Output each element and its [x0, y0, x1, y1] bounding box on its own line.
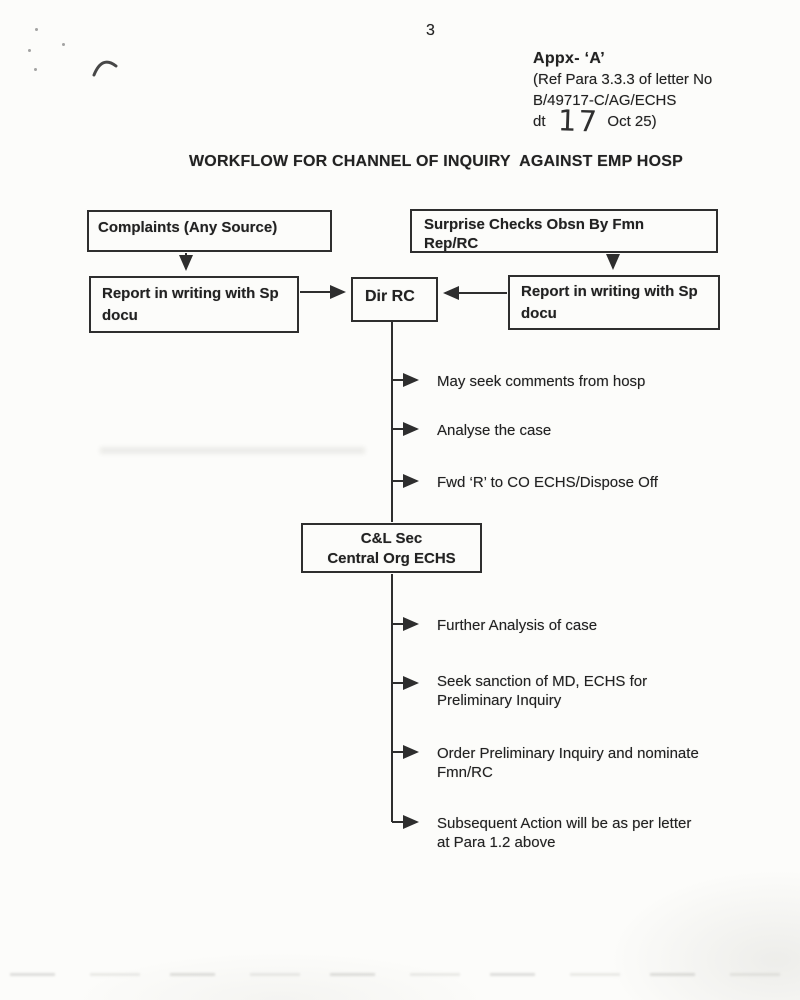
branch-text-line: Further Analysis of case [437, 617, 598, 634]
branch-text-line: Preliminary Inquiry [437, 692, 562, 709]
scan-speck [34, 68, 37, 71]
date-prefix: dt [533, 113, 546, 130]
flow-box-dir-rc [351, 277, 438, 322]
branch-text-line: Analyse the case [437, 422, 552, 439]
branch-label-subsequent-action [437, 814, 691, 852]
box-text-line: Central Org ECHS [327, 550, 456, 567]
box-text-line: C&L Sec [360, 530, 423, 547]
branch-text-line: Fwd ‘R’ to CO ECHS/Dispose Off [437, 474, 658, 491]
scan-speck [62, 43, 65, 46]
scan-speck [28, 49, 31, 52]
branch-label-further-analysis [437, 616, 597, 635]
appendix-ref-line-2: B/49717-C/AG/ECHS [533, 92, 677, 109]
branch-label-seek-sanction [437, 672, 647, 710]
branch-text-line: Order Preliminary Inquiry and nominate [437, 745, 699, 762]
box-text-line: Report in writing with Sp [521, 283, 698, 300]
box-text-line: Report in writing with Sp [102, 285, 279, 302]
branch-label-may-seek-comments [437, 372, 645, 391]
document-title: WORKFLOW FOR CHANNEL OF INQUIRY AGAINST EMP HOSP [189, 153, 683, 170]
box-text-line: docu [521, 305, 557, 322]
scan-smudge [10, 973, 790, 976]
appendix-ref-line-1: (Ref Para 3.3.3 of letter No [533, 71, 713, 88]
appendix-header [533, 48, 713, 139]
handwritten-date: 17 [556, 103, 600, 139]
flow-box-report-left [89, 276, 299, 333]
page-number: 3 [426, 22, 435, 39]
date-suffix: Oct 25) [607, 113, 657, 130]
flow-box-complaints [87, 210, 332, 252]
box-text-line: Dir RC [365, 288, 415, 305]
appendix-date-row [533, 103, 712, 139]
flow-box-cl-sec [301, 523, 482, 573]
branch-label-fwd-r [437, 473, 658, 492]
box-text-line: Surprise Checks Obsn By Fmn [424, 216, 645, 233]
branch-text-line: Subsequent Action will be as per letter [437, 815, 692, 832]
appendix-title: Appx- ‘A’ [533, 50, 606, 67]
branch-text-line: May seek comments from hosp [437, 373, 646, 390]
flow-box-report-right [508, 275, 720, 330]
pen-mark [90, 53, 124, 86]
scan-smudge [100, 447, 365, 454]
flow-box-surprise-checks [410, 209, 718, 253]
branch-label-order-preliminary-inquiry [437, 744, 699, 782]
branch-text-line: Fmn/RC [437, 764, 493, 781]
branch-text-line: at Para 1.2 above [437, 834, 556, 851]
box-text-line: Rep/RC [424, 235, 479, 252]
branch-label-analyse-case [437, 421, 551, 440]
scan-speck [35, 28, 38, 31]
box-text-line: Complaints (Any Source) [98, 219, 278, 236]
branch-text-line: Seek sanction of MD, ECHS for [437, 673, 648, 690]
box-text-line: docu [102, 307, 138, 324]
